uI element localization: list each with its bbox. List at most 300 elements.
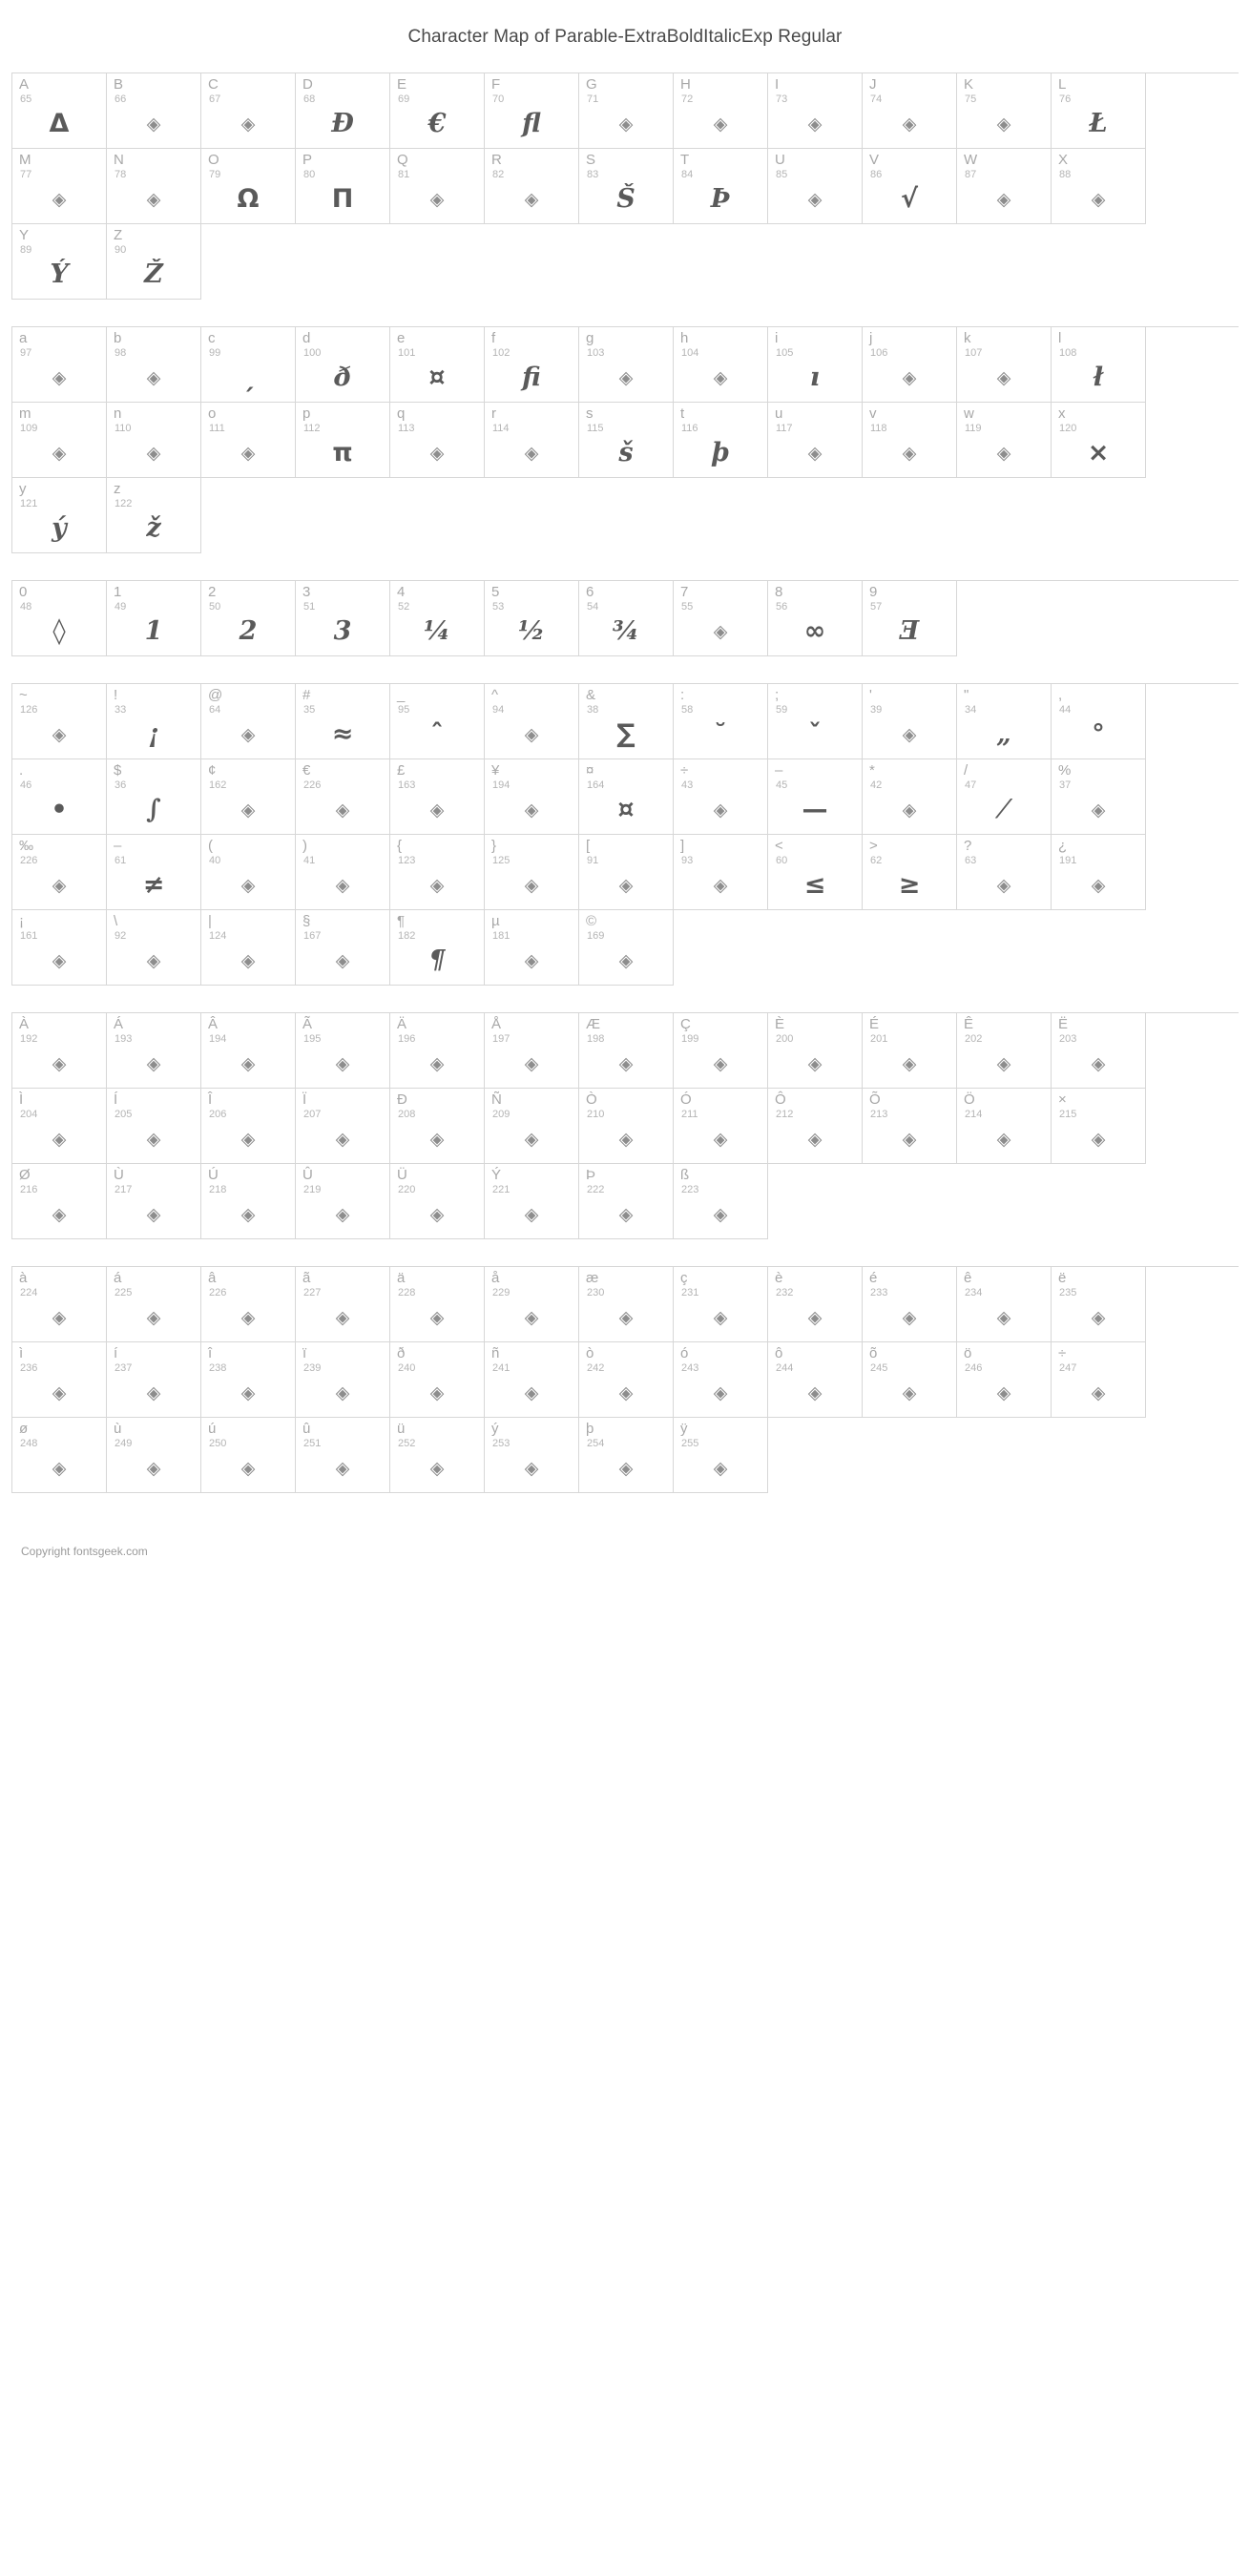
character-code: 65 (20, 93, 32, 105)
character-cell[interactable] (674, 684, 768, 759)
character-code: 82 (492, 169, 505, 180)
character-cell[interactable] (485, 1342, 579, 1418)
character-cell[interactable] (579, 684, 674, 759)
character-cell[interactable] (957, 149, 1052, 224)
character-cell[interactable] (107, 403, 201, 478)
character-label: É (869, 1016, 880, 1032)
character-cell[interactable] (957, 759, 1052, 835)
character-code: 241 (492, 1362, 510, 1374)
character-cell[interactable] (107, 149, 201, 224)
glyph-preview: 2 (239, 616, 258, 646)
character-cell[interactable] (390, 327, 485, 403)
character-cell[interactable] (12, 1418, 107, 1493)
character-label: ú (208, 1421, 217, 1437)
character-label: u (775, 405, 783, 422)
character-cell[interactable] (12, 1267, 107, 1342)
character-cell[interactable] (674, 1013, 768, 1089)
character-label: Ò (586, 1091, 597, 1108)
character-label: ‰ (19, 838, 33, 854)
character-cell[interactable] (674, 1342, 768, 1418)
character-cell[interactable] (863, 1013, 957, 1089)
character-cell[interactable] (957, 1089, 1052, 1164)
character-cell[interactable] (107, 73, 201, 149)
character-cell[interactable] (107, 224, 201, 300)
character-label: s (586, 405, 594, 422)
character-cell[interactable] (863, 327, 957, 403)
character-code: 252 (398, 1438, 416, 1449)
character-code: 227 (303, 1287, 322, 1298)
character-cell[interactable] (296, 1342, 390, 1418)
character-code: 61 (115, 855, 127, 866)
character-cell[interactable] (674, 1418, 768, 1493)
character-cell[interactable] (579, 1342, 674, 1418)
glyph-preview: ˇ (808, 719, 822, 749)
character-cell[interactable] (107, 759, 201, 835)
character-cell[interactable] (863, 835, 957, 910)
character-label: * (869, 762, 875, 779)
character-cell[interactable] (579, 327, 674, 403)
character-cell[interactable] (674, 581, 768, 656)
character-cell[interactable] (201, 759, 296, 835)
character-cell[interactable] (390, 1418, 485, 1493)
character-cell[interactable] (768, 403, 863, 478)
character-label: û (302, 1421, 311, 1437)
character-label: ñ (491, 1345, 500, 1361)
character-cell[interactable] (107, 581, 201, 656)
missing-glyph-icon: ◈ (1091, 189, 1106, 210)
character-cell[interactable] (12, 581, 107, 656)
missing-glyph-icon: ◈ (524, 950, 539, 971)
character-cell[interactable] (296, 1267, 390, 1342)
character-cell[interactable] (957, 327, 1052, 403)
character-cell[interactable] (107, 910, 201, 986)
character-cell[interactable] (579, 1267, 674, 1342)
character-cell[interactable] (863, 759, 957, 835)
character-label: @ (208, 687, 223, 703)
character-cell[interactable] (957, 1267, 1052, 1342)
character-code: 106 (870, 347, 888, 359)
character-cell[interactable] (390, 835, 485, 910)
character-cell[interactable] (12, 1342, 107, 1418)
character-label: x (1058, 405, 1066, 422)
character-cell[interactable] (390, 581, 485, 656)
character-cell[interactable] (579, 403, 674, 478)
character-cell[interactable] (674, 149, 768, 224)
character-code: 254 (587, 1438, 605, 1449)
character-cell[interactable] (390, 403, 485, 478)
character-label: G (586, 76, 597, 93)
character-cell[interactable] (12, 910, 107, 986)
character-label: Î (208, 1091, 213, 1108)
character-label: ÷ (680, 762, 689, 779)
character-code: 95 (398, 704, 410, 716)
character-cell[interactable] (296, 327, 390, 403)
missing-glyph-icon: ◈ (335, 1458, 350, 1479)
character-code: 195 (303, 1033, 322, 1045)
character-cell[interactable] (674, 327, 768, 403)
character-label: – (775, 762, 783, 779)
missing-glyph-icon: ◈ (52, 367, 67, 388)
character-cell[interactable] (768, 1013, 863, 1089)
character-cell[interactable] (579, 1013, 674, 1089)
character-cell[interactable] (12, 1164, 107, 1239)
character-label: 0 (19, 584, 28, 600)
character-cell[interactable] (201, 684, 296, 759)
character-cell[interactable] (12, 149, 107, 224)
character-cell[interactable] (768, 1267, 863, 1342)
character-cell[interactable] (296, 684, 390, 759)
character-cell[interactable] (863, 684, 957, 759)
character-cell[interactable] (485, 1164, 579, 1239)
character-code: 94 (492, 704, 505, 716)
missing-glyph-icon: ◈ (807, 1129, 823, 1150)
character-cell[interactable] (107, 1164, 201, 1239)
character-cell[interactable] (201, 149, 296, 224)
character-label: ö (964, 1345, 972, 1361)
character-label: F (491, 76, 501, 93)
character-cell[interactable] (863, 403, 957, 478)
missing-glyph-icon: ◈ (618, 367, 634, 388)
character-cell[interactable] (1052, 835, 1146, 910)
character-cell[interactable] (1052, 684, 1146, 759)
character-code: 216 (20, 1184, 38, 1195)
character-cell[interactable] (863, 149, 957, 224)
character-label: î (208, 1345, 213, 1361)
character-cell[interactable] (1052, 1089, 1146, 1164)
missing-glyph-icon: ◈ (713, 114, 728, 135)
character-cell[interactable] (768, 1089, 863, 1164)
character-code: 40 (209, 855, 221, 866)
character-label: \ (114, 913, 118, 929)
character-cell[interactable] (579, 73, 674, 149)
character-label: ; (775, 687, 780, 703)
character-code: 100 (303, 347, 322, 359)
missing-glyph-icon: ◈ (335, 1129, 350, 1150)
character-grids (0, 73, 1250, 1493)
missing-glyph-icon: ◈ (146, 1204, 161, 1225)
character-cell[interactable] (485, 1418, 579, 1493)
character-cell[interactable] (674, 1164, 768, 1239)
character-label: D (302, 76, 313, 93)
character-cell[interactable] (485, 684, 579, 759)
character-cell[interactable] (12, 403, 107, 478)
glyph-preview: ˆ (430, 719, 444, 749)
character-cell[interactable] (485, 327, 579, 403)
character-cell[interactable] (485, 1013, 579, 1089)
missing-glyph-icon: ◈ (146, 367, 161, 388)
character-cell[interactable] (957, 684, 1052, 759)
glyph-preview: ¡ (148, 719, 159, 749)
glyph-preview: Ǝ (899, 616, 920, 646)
character-cell[interactable] (296, 1013, 390, 1089)
character-label: Ã (302, 1016, 313, 1032)
character-cell[interactable] (201, 910, 296, 986)
character-cell[interactable] (201, 1164, 296, 1239)
character-label: Ù (114, 1167, 124, 1183)
character-cell[interactable] (579, 910, 674, 986)
character-code: 233 (870, 1287, 888, 1298)
character-code: 93 (681, 855, 694, 866)
character-cell[interactable] (390, 910, 485, 986)
character-label: à (19, 1270, 28, 1286)
character-cell[interactable] (579, 1418, 674, 1493)
character-code: 46 (20, 779, 32, 791)
glyph-preview: „ (996, 719, 1011, 749)
character-code: 218 (209, 1184, 227, 1195)
character-code: 114 (492, 423, 510, 434)
character-code: 212 (776, 1109, 794, 1120)
character-cell[interactable] (768, 149, 863, 224)
character-cell[interactable] (201, 403, 296, 478)
character-cell[interactable] (1052, 759, 1146, 835)
character-cell[interactable] (579, 149, 674, 224)
missing-glyph-icon: ◈ (524, 1129, 539, 1150)
character-cell[interactable] (201, 1267, 296, 1342)
character-cell[interactable] (390, 1089, 485, 1164)
character-cell[interactable] (12, 835, 107, 910)
character-cell[interactable] (12, 759, 107, 835)
character-cell[interactable] (107, 327, 201, 403)
character-cell[interactable] (1052, 73, 1146, 149)
character-cell[interactable] (485, 759, 579, 835)
character-cell[interactable] (12, 327, 107, 403)
character-cell[interactable] (674, 1267, 768, 1342)
character-cell[interactable] (107, 1342, 201, 1418)
character-cell[interactable] (201, 581, 296, 656)
character-label: Õ (869, 1091, 881, 1108)
missing-glyph-icon: ◈ (146, 1458, 161, 1479)
character-cell[interactable] (485, 835, 579, 910)
character-cell[interactable] (485, 1089, 579, 1164)
character-cell[interactable] (12, 73, 107, 149)
character-cell[interactable] (107, 1013, 201, 1089)
character-code: 164 (587, 779, 605, 791)
character-cell[interactable] (296, 1418, 390, 1493)
character-cell[interactable] (12, 224, 107, 300)
character-cell[interactable] (485, 403, 579, 478)
character-label: å (491, 1270, 500, 1286)
character-label: ì (19, 1345, 24, 1361)
character-cell[interactable] (485, 73, 579, 149)
missing-glyph-icon: ◈ (713, 1053, 728, 1074)
character-cell[interactable] (674, 403, 768, 478)
character-label: Ó (680, 1091, 692, 1108)
character-grid-accented-uppercase (11, 1012, 1239, 1239)
missing-glyph-icon: ◈ (240, 1458, 256, 1479)
character-label: ï (302, 1345, 307, 1361)
character-cell[interactable] (390, 1013, 485, 1089)
character-label: E (397, 76, 407, 93)
character-code: 64 (209, 704, 221, 716)
character-cell[interactable] (201, 73, 296, 149)
character-code: 42 (870, 779, 883, 791)
character-code: 192 (20, 1033, 38, 1045)
character-code: 98 (115, 347, 127, 359)
missing-glyph-icon: ◈ (52, 1307, 67, 1328)
character-cell[interactable] (296, 1164, 390, 1239)
character-cell[interactable] (296, 73, 390, 149)
character-code: 49 (115, 601, 127, 613)
character-label: _ (397, 687, 406, 703)
glyph-preview: ≥ (898, 870, 921, 900)
character-cell[interactable] (390, 73, 485, 149)
character-label: 9 (869, 584, 878, 600)
character-cell[interactable] (1052, 403, 1146, 478)
missing-glyph-icon: ◈ (618, 114, 634, 135)
character-cell[interactable] (485, 149, 579, 224)
missing-glyph-icon: ◈ (996, 1307, 1011, 1328)
character-cell[interactable] (485, 581, 579, 656)
character-label: P (302, 152, 313, 168)
character-cell[interactable] (390, 1164, 485, 1239)
character-cell[interactable] (390, 684, 485, 759)
character-cell[interactable] (201, 327, 296, 403)
character-cell[interactable] (485, 1267, 579, 1342)
character-cell[interactable] (390, 1267, 485, 1342)
missing-glyph-icon: ◈ (713, 1307, 728, 1328)
character-code: 109 (20, 423, 38, 434)
character-cell[interactable] (201, 1342, 296, 1418)
character-cell[interactable] (296, 835, 390, 910)
glyph-preview: ı (809, 363, 821, 392)
character-label: > (869, 838, 878, 854)
character-cell[interactable] (296, 581, 390, 656)
missing-glyph-icon: ◈ (524, 800, 539, 821)
character-cell[interactable] (957, 1013, 1052, 1089)
character-cell[interactable] (201, 1013, 296, 1089)
character-label: X (1058, 152, 1069, 168)
character-cell[interactable] (768, 759, 863, 835)
character-cell[interactable] (957, 403, 1052, 478)
character-cell[interactable] (957, 835, 1052, 910)
character-cell[interactable] (1052, 327, 1146, 403)
character-cell[interactable] (579, 1089, 674, 1164)
character-cell[interactable] (201, 1418, 296, 1493)
glyph-preview: π (332, 438, 353, 467)
character-cell[interactable] (12, 1013, 107, 1089)
character-label: < (775, 838, 783, 854)
glyph-preview: ≠ (142, 870, 165, 900)
character-cell[interactable] (579, 1164, 674, 1239)
character-cell[interactable] (12, 478, 107, 553)
character-cell[interactable] (107, 1267, 201, 1342)
glyph-preview: ﬁ (522, 363, 541, 392)
character-cell[interactable] (863, 1342, 957, 1418)
character-cell[interactable] (390, 759, 485, 835)
character-cell[interactable] (1052, 1267, 1146, 1342)
character-cell[interactable] (768, 581, 863, 656)
character-code: 91 (587, 855, 599, 866)
character-cell[interactable] (1052, 149, 1146, 224)
character-label: ë (1058, 1270, 1067, 1286)
character-cell[interactable] (674, 835, 768, 910)
character-code: 248 (20, 1438, 38, 1449)
character-cell[interactable] (674, 73, 768, 149)
character-cell[interactable] (485, 910, 579, 986)
character-cell[interactable] (579, 759, 674, 835)
character-label: Ú (208, 1167, 219, 1183)
character-cell[interactable] (1052, 1342, 1146, 1418)
character-code: 124 (209, 930, 227, 942)
character-cell[interactable] (390, 149, 485, 224)
character-cell[interactable] (107, 835, 201, 910)
glyph-preview: ∑ (616, 719, 635, 749)
character-cell[interactable] (201, 1089, 296, 1164)
character-cell[interactable] (296, 910, 390, 986)
character-code: 86 (870, 169, 883, 180)
character-cell[interactable] (107, 478, 201, 553)
glyph-preview: Þ (710, 184, 731, 214)
character-label: ó (680, 1345, 689, 1361)
character-label: µ (491, 913, 500, 929)
character-cell[interactable] (579, 835, 674, 910)
character-code: 44 (1059, 704, 1072, 716)
character-label: i (775, 330, 779, 346)
character-code: 229 (492, 1287, 510, 1298)
character-cell[interactable] (768, 1342, 863, 1418)
character-cell[interactable] (768, 835, 863, 910)
missing-glyph-icon: ◈ (240, 950, 256, 971)
character-label: W (964, 152, 978, 168)
character-label: ¢ (208, 762, 217, 779)
character-cell[interactable] (863, 1089, 957, 1164)
character-code: 76 (1059, 93, 1072, 105)
character-cell[interactable] (296, 403, 390, 478)
character-cell[interactable] (768, 327, 863, 403)
glyph-preview: Ž (144, 260, 163, 289)
character-cell[interactable] (579, 581, 674, 656)
character-label: ~ (19, 687, 28, 703)
character-cell[interactable] (863, 73, 957, 149)
character-cell[interactable] (863, 581, 957, 656)
character-code: 72 (681, 93, 694, 105)
character-label: # (302, 687, 311, 703)
character-code: 200 (776, 1033, 794, 1045)
character-label: ä (397, 1270, 406, 1286)
character-label: B (114, 76, 124, 93)
character-code: 47 (965, 779, 977, 791)
character-cell[interactable] (1052, 1013, 1146, 1089)
missing-glyph-icon: ◈ (618, 1129, 634, 1150)
character-cell[interactable] (863, 1267, 957, 1342)
character-code: 246 (965, 1362, 983, 1374)
character-cell[interactable] (390, 1342, 485, 1418)
character-cell[interactable] (674, 759, 768, 835)
character-cell[interactable] (957, 73, 1052, 149)
character-cell[interactable] (768, 73, 863, 149)
character-cell[interactable] (768, 684, 863, 759)
character-label: t (680, 405, 685, 422)
character-cell[interactable] (957, 1342, 1052, 1418)
character-cell[interactable] (201, 835, 296, 910)
character-cell[interactable] (296, 149, 390, 224)
missing-glyph-icon: ◈ (618, 1382, 634, 1403)
glyph-preview: ≈ (331, 719, 354, 749)
missing-glyph-icon: ◈ (52, 443, 67, 464)
character-code: 41 (303, 855, 316, 866)
character-cell[interactable] (674, 1089, 768, 1164)
character-cell[interactable] (107, 1089, 201, 1164)
character-cell[interactable] (107, 684, 201, 759)
character-cell[interactable] (12, 684, 107, 759)
character-cell[interactable] (12, 1089, 107, 1164)
character-code: 79 (209, 169, 221, 180)
character-cell[interactable] (296, 759, 390, 835)
character-cell[interactable] (296, 1089, 390, 1164)
missing-glyph-icon: ◈ (335, 875, 350, 896)
missing-glyph-icon: ◈ (713, 875, 728, 896)
character-cell[interactable] (107, 1418, 201, 1493)
